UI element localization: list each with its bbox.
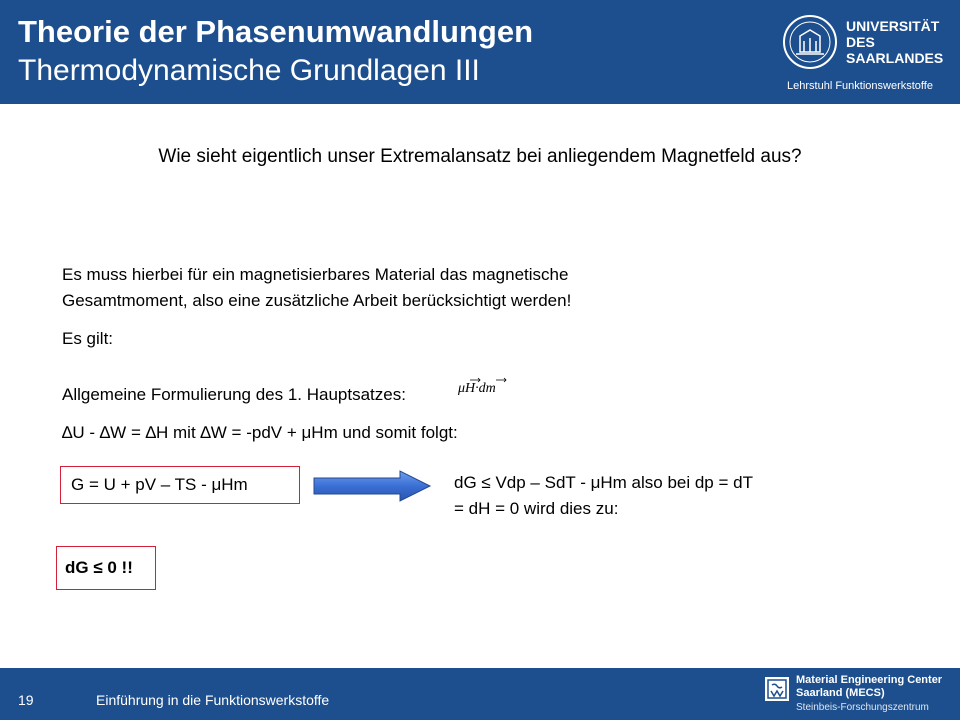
slide-subtitle: Thermodynamische Grundlagen III [18,54,480,87]
question-text: Wie sieht eigentlich unser Extremalansatz bei anliegendem Magnetfeld aus? [158,146,802,167]
result-line-2: = dH = 0 wird dies zu: [454,499,619,518]
mecs-logo [764,674,950,716]
chair-name: Lehrstuhl Funktionswerkstoffe [787,80,933,92]
slide-title: Theorie der Phasenumwandlungen [18,14,534,49]
university-seal-icon [782,14,838,70]
hauptsatz-text: Allgemeine Formulierung des 1. Hauptsatzes: [62,385,406,404]
mecs-subtitle: Steinbeis-Forschungszentrum [796,702,929,713]
mecs-name: Material Engineering Center Saarland (MECS) [796,674,943,699]
equation-text: ∆U - ∆W = ∆H mit ∆W = -pdV + μHm und somit folgt: [62,423,458,442]
university-logo [782,14,942,76]
text-line-2: Gesamtmoment, also eine zusätzliche Arbeit berücksichtigt werden! [62,291,572,310]
university-name: UNIVERSITÄT DES SAARLANDES [846,18,944,66]
formula-overlay-text: μH·dm [458,381,496,396]
mecs-logo-icon [764,676,790,702]
result-line-1: dG ≤ Vdp – SdT - μHm also bei dp = dT [454,473,753,492]
result-text [454,470,753,522]
header-bar [0,0,960,104]
page-number: 19 [18,692,34,708]
gibbs-equation-box: G = U + pV – TS - μHm [60,466,300,504]
footer-title: Einführung in die Funktionswerkstoffe [96,692,330,708]
formula-image [456,376,512,398]
result-box: dG ≤ 0 !! [56,546,156,590]
right-arrow-icon [312,470,432,502]
text-line-1: Es muss hierbei für ein magnetisierbares Material das magnetische [62,265,569,284]
es-gilt-text: Es gilt: [62,329,114,348]
